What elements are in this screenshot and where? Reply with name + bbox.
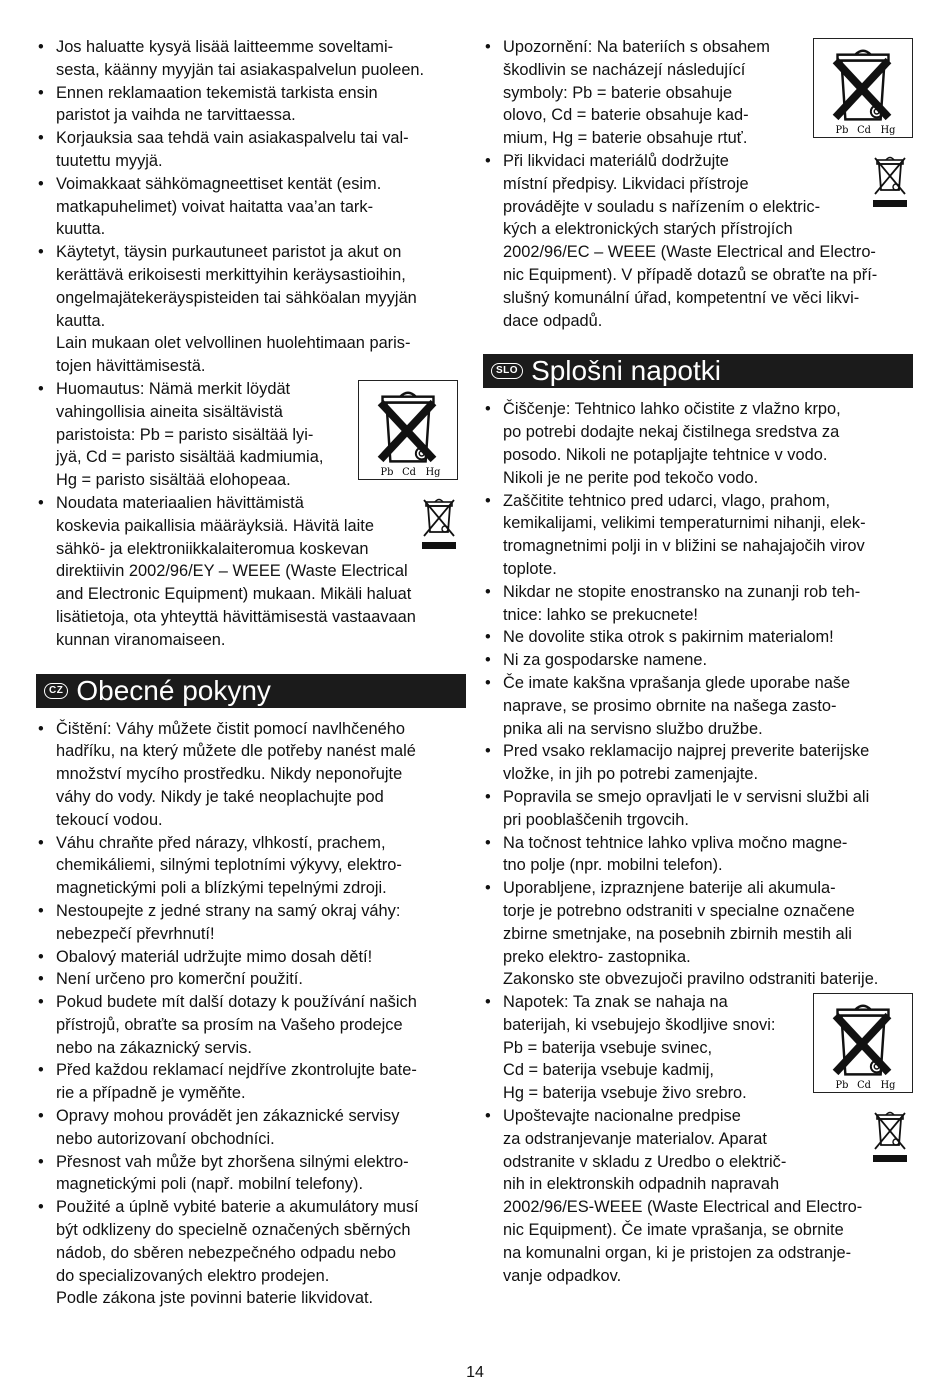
left-column — [38, 36, 466, 1310]
line: kuutta. — [56, 220, 106, 239]
cz-list-continued — [485, 36, 913, 332]
cz-item-disposal — [485, 150, 913, 332]
line: do specializovaných elektro prodejen. — [56, 1266, 330, 1285]
line: chemikáliemi, silnými teplotními výkyvy, elektro- — [56, 856, 402, 875]
line: preko elektro- zastopnika. — [503, 947, 691, 966]
slo-item-battery-note — [485, 991, 913, 1105]
line: • Před každou reklamací nejdříve zkontrolujte bate- — [56, 1061, 417, 1080]
line: sesta, käänny myyjän tai asiakaspalvelun puoleen. — [56, 60, 425, 79]
line: • Opravy mohou provádět jen zákaznické servisy — [56, 1107, 400, 1126]
cz-language-badge: CZ — [44, 683, 68, 699]
line: • Upoštevajte nacionalne predpise — [503, 1107, 741, 1126]
slo-item-8 — [485, 786, 913, 832]
cz-item-4 — [38, 946, 466, 969]
slo-item-4 — [485, 626, 913, 649]
line: provádějte v souladu s nařízením o elektric- — [503, 197, 821, 216]
line: 2002/96/EC – WEEE (Waste Electrical and Electro- — [503, 243, 876, 262]
line: tekoucí vodou. — [56, 810, 163, 829]
line: Huomautus: Nämä merkit löydät — [56, 379, 291, 398]
line: za odstranjevanje materialov. Aparat — [503, 1129, 767, 1148]
cz-list — [38, 718, 466, 1311]
slo-item-2 — [485, 490, 913, 581]
line: • Korjauksia saa tehdä vain asiakaspalvelu tai val- — [56, 129, 409, 148]
line: po potrebi dodajte nekaj čistilnega sredstva za — [503, 423, 840, 442]
hg-label: Hg — [880, 125, 896, 137]
line: • Na točnost tehtnice lahko vpliva močno magne- — [503, 833, 848, 852]
line: množství mycího prostředku. Nikdy neponořujte — [56, 765, 403, 784]
line: slušný komunální úřad, kompetentní ve věci likvi- — [503, 288, 860, 307]
line: kemikalijami, velikimi temperaturnimi nihanji, elek- — [503, 514, 866, 533]
line: pnika ali na servisno službo družbe. — [503, 719, 763, 738]
line: direktiivin 2002/96/EY – WEEE (Waste Electrical — [56, 562, 408, 581]
line: toplote. — [503, 559, 557, 578]
line: • Voimakkaat sähkömagneettiset kentät (esim. — [56, 174, 382, 193]
line: nebo autorizovaní obchodníci. — [56, 1129, 275, 1148]
line: naprave, se prosimo obrnite na našega zasto- — [503, 696, 837, 715]
line: • Popravila se smejo opravljati le v servisni službi ali — [503, 787, 870, 806]
slo-section-title: Splošni napotki — [531, 355, 721, 387]
cz-item-8 — [38, 1105, 466, 1151]
line: tromagnetnimi polji in v bližini se nahajajočih virov — [503, 537, 865, 556]
line: • Při likvidaci materiálů dodržujte — [503, 152, 729, 170]
line: • Uporabljene, izpraznjene baterije ali akumula- — [503, 879, 836, 898]
hg-label: Hg — [425, 467, 441, 479]
line: • Ennen reklamaation tekemistä tarkista ensin — [56, 83, 378, 102]
right-column — [485, 36, 913, 1287]
cz-item-2 — [38, 832, 466, 900]
cd-label: Cd — [402, 467, 416, 479]
line: Nikoli je ne perite pod tekočo vodo. — [503, 468, 759, 487]
line: • Čištění: Váhy můžete čistit pomocí navlhčeného — [56, 719, 405, 738]
line: • Jos haluatte kysyä lisää laitteemme soveltami- — [56, 38, 394, 56]
line: ongelmajätekeräyspisteiden tai sähköalan myyjän — [56, 288, 417, 307]
fi-item-2 — [38, 82, 466, 128]
cz-item-9 — [38, 1151, 466, 1197]
line: Upozornění: Na bateriích s obsahem — [503, 38, 770, 56]
line: • Nestoupejte z jedné strany na samý okraj váhy: — [56, 901, 401, 920]
battery-bin-symbol-icon — [813, 38, 913, 138]
line: kerättävä erikoisesti merkittyihin keräysastioihin, — [56, 265, 406, 284]
pb-label: • Pb — [835, 125, 849, 137]
weee-bin-icon — [418, 496, 460, 552]
cd-label: Cd — [857, 125, 871, 137]
line: nic Equipment). Če imate vprašanja, se obrnite — [503, 1221, 844, 1240]
cz-item-5 — [38, 968, 466, 991]
cz-item-1 — [38, 718, 466, 832]
slo-item-1 — [485, 398, 913, 489]
line: zbirne smetnjake, na posebnih zbirnih mestih ali — [503, 924, 852, 943]
cz-section-heading — [36, 674, 466, 708]
slo-list — [485, 398, 913, 1287]
fi-item-disposal — [38, 492, 466, 652]
line: Hg = baterija vsebuje živo srebro. — [503, 1084, 747, 1103]
line: vložke, in jih po potrebi zamenjajte. — [503, 765, 759, 784]
line: • Není určeno pro komerční použití. — [56, 970, 303, 989]
line: Zakonsko ste obvezujoči pravilno odstraniti baterije. — [503, 970, 879, 989]
line: posodo. Nikoli ne potapljajte tehtnice v vodo. — [503, 445, 828, 464]
line: Pb = baterija vsebuje svinec, — [503, 1038, 713, 1057]
cz-item-10 — [38, 1196, 466, 1310]
line: baterijah, ki vsebujejo škodljive snovi: — [503, 1015, 776, 1034]
line: Podle zákona jste povinni baterie likvidovat. — [56, 1289, 374, 1308]
line: tnice: lahko se prekucnete! — [503, 605, 698, 624]
line: paristoista: Pb = paristo sisältää lyi- — [56, 425, 314, 444]
line: • Použité a úplně vybité baterie a akumulátory musí — [56, 1198, 419, 1217]
line: olovo, Cd = baterie obsahuje kad- — [503, 106, 749, 125]
cd-label: Cd — [857, 1080, 871, 1092]
line: škodlivin se nacházejí následující — [503, 60, 746, 79]
slo-item-10 — [485, 877, 913, 991]
line: 2002/96/ES-WEEE (Waste Electrical and Electro- — [503, 1198, 863, 1217]
line: • Pokud budete mít další dotazy k používání našich — [56, 993, 417, 1012]
line: vahingollisia aineita sisältävistä — [56, 402, 283, 421]
line: místní předpisy. Likvidaci přístroje — [503, 174, 749, 193]
line: matkapuhelimet) voivat haitatta vaa’an tark- — [56, 197, 374, 216]
pb-label: • Pb — [380, 467, 394, 479]
line: tojen hävittämisestä. — [56, 357, 206, 376]
line: • Zaščitite tehtnico pred udarci, vlago, prahom, — [503, 491, 831, 510]
line: • Ni za gospodarske namene. — [503, 651, 708, 670]
slo-item-disposal — [485, 1105, 913, 1287]
line: nebezpečí převrhnutí! — [56, 924, 215, 943]
weee-bin-icon — [869, 1109, 911, 1165]
page-number: 14 — [466, 1364, 484, 1381]
fi-item-3 — [38, 127, 466, 173]
slo-item-3 — [485, 581, 913, 627]
line: hadříku, na který můžete dle potřeby nanést malé — [56, 742, 416, 761]
line: kautta. — [56, 311, 106, 330]
line: • Noudata materiaalien hävittämistä — [56, 493, 304, 512]
line: být odklizeny do specielně označených sběrných — [56, 1221, 411, 1240]
line: • Přesnost vah může byt zhoršena silnými elektro- — [56, 1152, 409, 1171]
line: tno polje (npr. mobilni telefon). — [503, 856, 723, 875]
slo-item-5 — [485, 649, 913, 672]
line: odstranite v skladu z Uredbo o električ- — [503, 1152, 787, 1171]
line: magnetickými poli (např. mobilní telefony). — [56, 1175, 363, 1194]
line: • Če imate kakšna vprašanja glede uporabe naše — [503, 673, 851, 692]
line: jyä, Cd = paristo sisältää kadmiumia, — [56, 448, 324, 467]
line: kunnan viranomaiseen. — [56, 630, 226, 649]
line: na komunalni organ, ki je pristojen za odstranje- — [503, 1243, 852, 1262]
line: nádob, do sběren nebezpečného odpadu nebo — [56, 1243, 396, 1262]
line: pri pooblaščenih trgovcih. — [503, 810, 689, 829]
slo-section-heading — [483, 354, 913, 388]
line: nih in elektronskih odpadnih napravah — [503, 1175, 780, 1194]
line: rie a případně je vyměňte. — [56, 1084, 246, 1103]
slo-item-9 — [485, 832, 913, 878]
line: koskevia paikallisia määräyksiä. Hävitä laite — [56, 516, 374, 535]
line: • Ne dovolite stika otrok s pakirnim materialom! — [503, 628, 834, 647]
weee-bin-icon — [869, 154, 911, 210]
battery-bin-symbol-icon — [358, 380, 458, 480]
line: váhy do vody. Nikdy je také neoplachujte pod — [56, 787, 384, 806]
line: • Obalový materiál udržujte mimo dosah dětí! — [56, 947, 373, 966]
battery-bin-symbol-icon — [813, 993, 913, 1093]
line: • Čiščenje: Tehtnico lahko očistite z vlažno krpo, — [503, 400, 841, 419]
line: dace odpadů. — [503, 311, 603, 330]
line: and Electronic Equipment) mukaan. Mikäli haluat — [56, 585, 412, 604]
line: sähkö- ja elektroniikkalaiteromua koskevan — [56, 539, 369, 558]
pb-label: • Pb — [835, 1080, 849, 1092]
slo-language-badge: SLO — [491, 363, 523, 379]
fi-item-5 — [38, 241, 466, 378]
cz-item-battery-warning — [485, 36, 913, 150]
fi-item-battery-note — [38, 378, 466, 492]
line: tuutettu myyjä. — [56, 151, 163, 170]
line: symboly: Pb = baterie obsahuje — [503, 83, 733, 102]
line: • Pred vsako reklamacijo najprej preverite baterijske — [503, 742, 870, 761]
slo-item-6 — [485, 672, 913, 740]
line: paristot ja vaihda ne tarvittaessa. — [56, 106, 296, 125]
line: Hg = paristo sisältää elohopeaa. — [56, 471, 291, 490]
line: přístrojů, obraťte sa prosím na Vašeho prodejce — [56, 1015, 403, 1034]
fi-list — [38, 36, 466, 652]
cz-item-3 — [38, 900, 466, 946]
cz-item-6 — [38, 991, 466, 1059]
line: nic Equipment). V případě dotazů se obraťte na pří- — [503, 265, 878, 284]
line: torje je potrebno odstraniti v specialne označene — [503, 901, 855, 920]
line: vanje odpadkov. — [503, 1266, 622, 1285]
line: mium, Hg = baterie obsahuje rtuť. — [503, 129, 748, 148]
fi-item-4 — [38, 173, 466, 241]
line: • Nikdar ne stopite enostransko na zunanji rob teh- — [503, 582, 861, 601]
line: kých a elektronických starých přístrojích — [503, 220, 793, 239]
cz-section-title: Obecné pokyny — [76, 674, 271, 706]
line: lisätietoja, ota yhteyttä hävittämisestä vastaavaan — [56, 607, 416, 626]
line: magnetickými poli a blízkými tepelnými zdroji. — [56, 879, 387, 898]
fi-item-1 — [38, 36, 466, 82]
hg-label: Hg — [880, 1080, 896, 1092]
line: Napotek: Ta znak se nahaja na — [503, 993, 728, 1012]
line: • Käytetyt, täysin purkautuneet paristot ja akut on — [56, 243, 402, 262]
line: Cd = baterija vsebuje kadmij, — [503, 1061, 714, 1080]
line: nebo na zákaznický servis. — [56, 1038, 252, 1057]
slo-item-7 — [485, 740, 913, 786]
line: • Váhu chraňte před nárazy, vlhkostí, prachem, — [56, 833, 386, 852]
line: Lain mukaan olet velvollinen huolehtimaan paris- — [56, 334, 411, 353]
cz-item-7 — [38, 1059, 466, 1105]
